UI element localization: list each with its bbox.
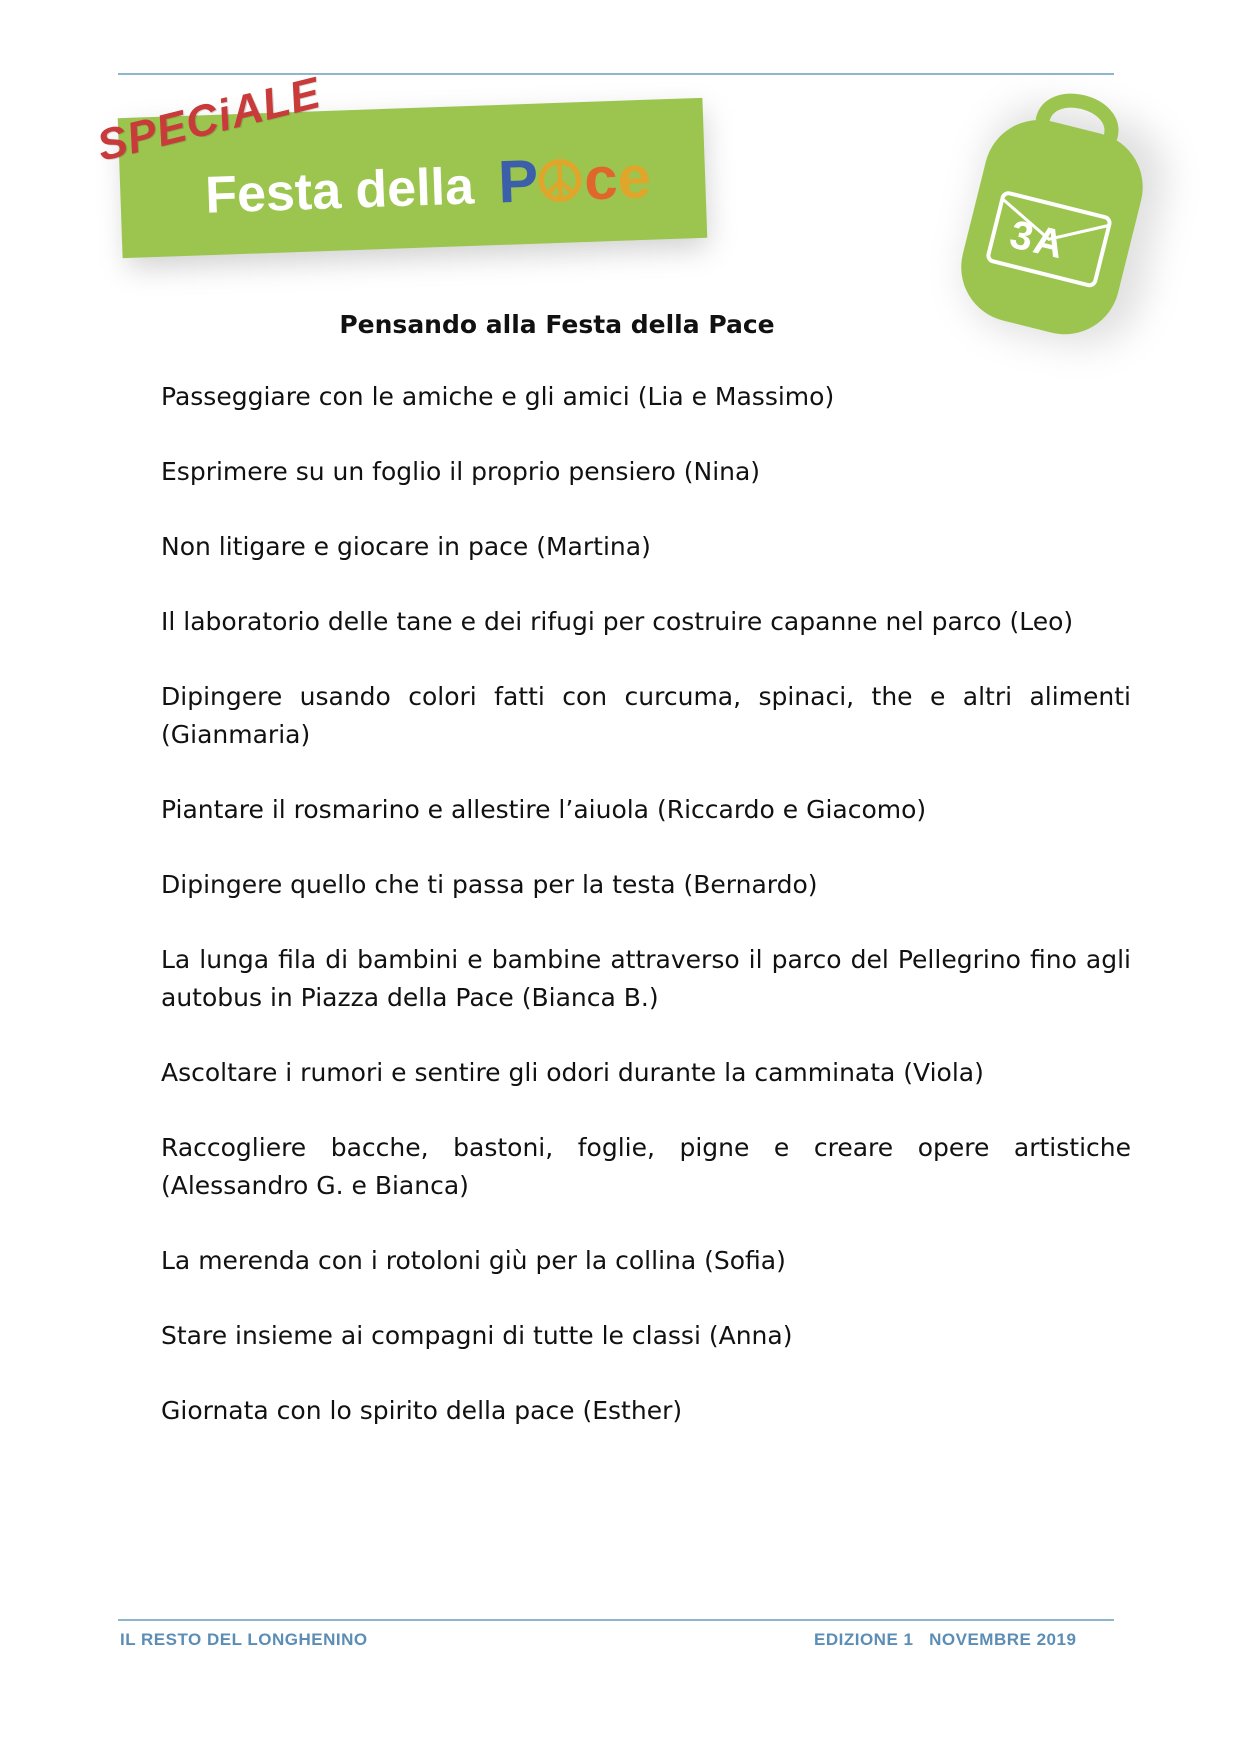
pace-letter-c: c (583, 144, 619, 213)
class-label: 3A (1005, 212, 1070, 268)
bottom-rule (118, 1619, 1114, 1621)
pace-letter-e: e (616, 143, 653, 212)
list-item: Piantare il rosmarino e allestire l’aiuola (Riccardo e Giacomo) (161, 795, 927, 824)
speciale-badge: SPECiALE (92, 68, 326, 171)
pace-word (497, 142, 652, 216)
banner-title-prefix: Festa della (204, 157, 475, 225)
list-item: Non litigare e giocare in pace (Martina) (161, 532, 651, 561)
list-item: La lunga fila di bambini e bambine attraverso il parco del Pellegrino fino agli autobus in Piazza della Pace (Bianca B.) (161, 945, 1131, 1012)
list-item: Dipingere quello che ti passa per la testa (Bernardo) (161, 870, 818, 899)
pace-letter-p: P (497, 147, 540, 216)
top-rule (118, 73, 1114, 75)
footer-edition: EDIZIONE 1 NOVEMBRE 2019 (814, 1630, 1077, 1649)
list-item: Esprimere su un foglio il proprio pensiero (Nina) (161, 457, 761, 486)
list-item: Raccogliere bacche, bastoni, foglie, pigne e creare opere artistiche (Alessandro G. e Bianca) (161, 1133, 1131, 1200)
list-item: Stare insieme ai compagni di tutte le classi (Anna) (161, 1321, 793, 1350)
page-title: Pensando alla Festa della Pace (339, 310, 775, 339)
list-item: Il laboratorio delle tane e dei rifugi per costruire capanne nel parco (Leo) (161, 607, 1074, 636)
list-item: La merenda con i rotoloni giù per la collina (Sofia) (161, 1246, 786, 1275)
peace-sign-icon (537, 157, 583, 203)
footer-publication: IL RESTO DEL LONGHENINO (120, 1630, 368, 1649)
ideas-list (161, 378, 1131, 1467)
list-item: Passeggiare con le amiche e gli amici (Lia e Massimo) (161, 382, 835, 411)
list-item: Giornata con lo spirito della pace (Esther) (161, 1396, 683, 1425)
list-item: Dipingere usando colori fatti con curcuma, spinaci, the e altri alimenti (Gianmaria) (161, 682, 1131, 749)
list-item: Ascoltare i rumori e sentire gli odori durante la camminata (Viola) (161, 1058, 984, 1087)
